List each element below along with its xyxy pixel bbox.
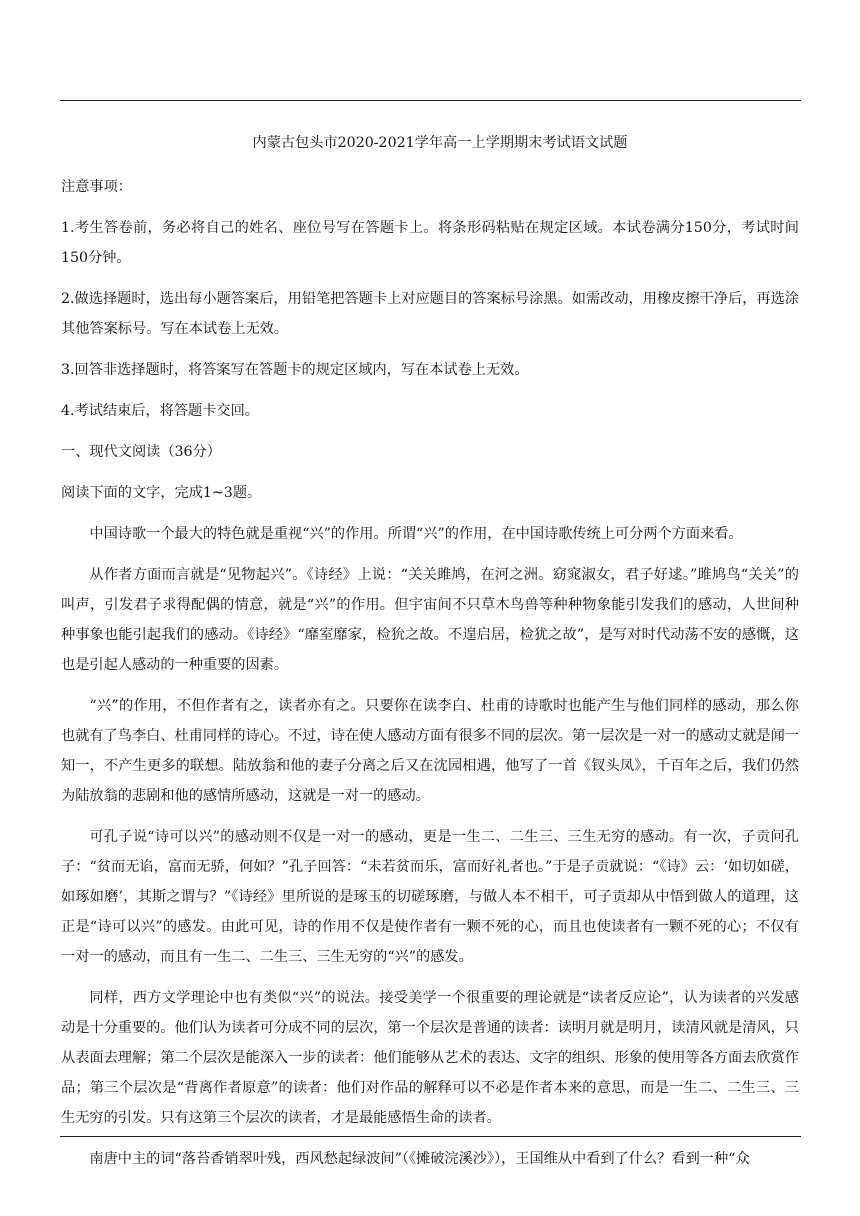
passage-paragraph-5: 同样，西方文学理论中也有类似“兴”的说法。接受美学一个很重要的理论就是“读者反应论”，认为读者的兴发感动是十分重要的。他们认为读者可分成不同的层次，第一个层次是普通的读者：读明月就是明月，读清风就是清风，只从表面去理解；第二个层次是能深入一步的读者：他们能够从艺术的表达、文字的组织、形象的使用等各方面去欣赏作品；第三个层次是“背离作者原意”的读者：他们对作品的解释可以不必是作者本来的意思，而是一生二、二生三、三生无穷的引发。只有这第三个层次的读者，才是最能感悟生命的读者。 — [61, 990, 799, 1126]
passage-paragraph-3: “兴”的作用，不但作者有之，读者亦有之。只要你在读李白、杜甫的诗歌时也能产生与他们同样的感动，那么你也就有了鸟李白、杜甫同样的诗心。不过，诗在使人感动方面有很多不同的层次。第一层次是一对一的感动丈就是闻一知一，不产生更多的联想。陆放翁和他的妻子分离之后又在沈园相遇，他写了一首《钗头凤》，千百年之后，我们仍然为陆放翁的悲剧和他的感情所感动，这就是一对一的感动。 — [61, 698, 799, 804]
notice-item-2: 2.做选择题时，选出每小题答案后，用铅笔把答题卡上对应题目的答案标号涂黑。如需改动，用橡皮擦干净后，再选涂其他答案标号。写在本试卷上无效。 — [61, 291, 799, 337]
document-body — [61, 128, 799, 1185]
passage-paragraph-6: 南唐中主的词“落苔香销翠叶残，西风愁起绿波间”（《摊破浣溪沙》），王国维从中看到了什么？看到一种“众 — [89, 1151, 750, 1167]
notice-item-1: 1.考生答卷前，务必将自己的姓名、座位号写在答题卡上。将条形码粘贴在规定区域。本试卷满分150分，考试时间150分钟。 — [61, 220, 799, 266]
notice-item-4: 4.考试结束后，将答题卡交回。 — [61, 403, 259, 419]
notice-heading: 注意事项： — [61, 179, 132, 195]
section-heading: 一、现代文阅读（36分） — [61, 444, 221, 460]
passage-paragraph-4: 可孔子说“诗可以兴”的感动则不仅是一对一的感动，更是一生二、二生三、三生无穷的感动。有一次，子贡问孔子：“贫而无谄，富而无骄，何如？”孔子回答：“未若贫而乐，富而好礼者也。”于是子贡就说：“《诗》云：‘如切如磋，如琢如磨’，其斯之谓与？”《诗经》里所说的是琢玉的切磋琢磨，与做人本不相干，可子贡却从中悟到做人的道理，这正是“诗可以兴”的感发。由此可见，诗的作用不仅是使作者有一颗不死的心，而且也使读者有一颗不死的心；不仅有一对一的感动，而且有一生二、二生三、三生无穷的“兴”的感发。 — [61, 829, 799, 965]
document-title: 内蒙古包头市2020-2021学年高一上学期期末考试语文试题 — [252, 135, 628, 151]
header-rule — [60, 100, 801, 101]
footer-rule — [60, 1136, 801, 1137]
reading-instruction: 阅读下面的文字，完成1~3题。 — [61, 485, 262, 501]
passage-paragraph-2: 从作者方面而言就是“见物起兴”。《诗经》上说：“关关雎鸠，在河之洲。窈窕淑女，君子好逑。”雎鸠鸟“关关”的叫声，引发君子求得配偶的情意，就是“兴”的作用。但宇宙间不只草木鸟兽等种种物象能引发我们的感动，人世间种种事象也能引起我们的感动。《诗经》“靡室靡家，检狁之故。不遑启居，检犹之故”，是写对时代动荡不安的感慨，这也是引起人感动的一种重要的因素。 — [61, 567, 799, 673]
passage-paragraph-1: 中国诗歌一个最大的特色就是重视“兴”的作用。所谓“兴”的作用，在中国诗歌传统上可分两个方面来看。 — [89, 526, 743, 542]
notice-item-3: 3.回答非选择题时，将答案写在答题卡的规定区域内，写在本试卷上无效。 — [61, 362, 529, 378]
